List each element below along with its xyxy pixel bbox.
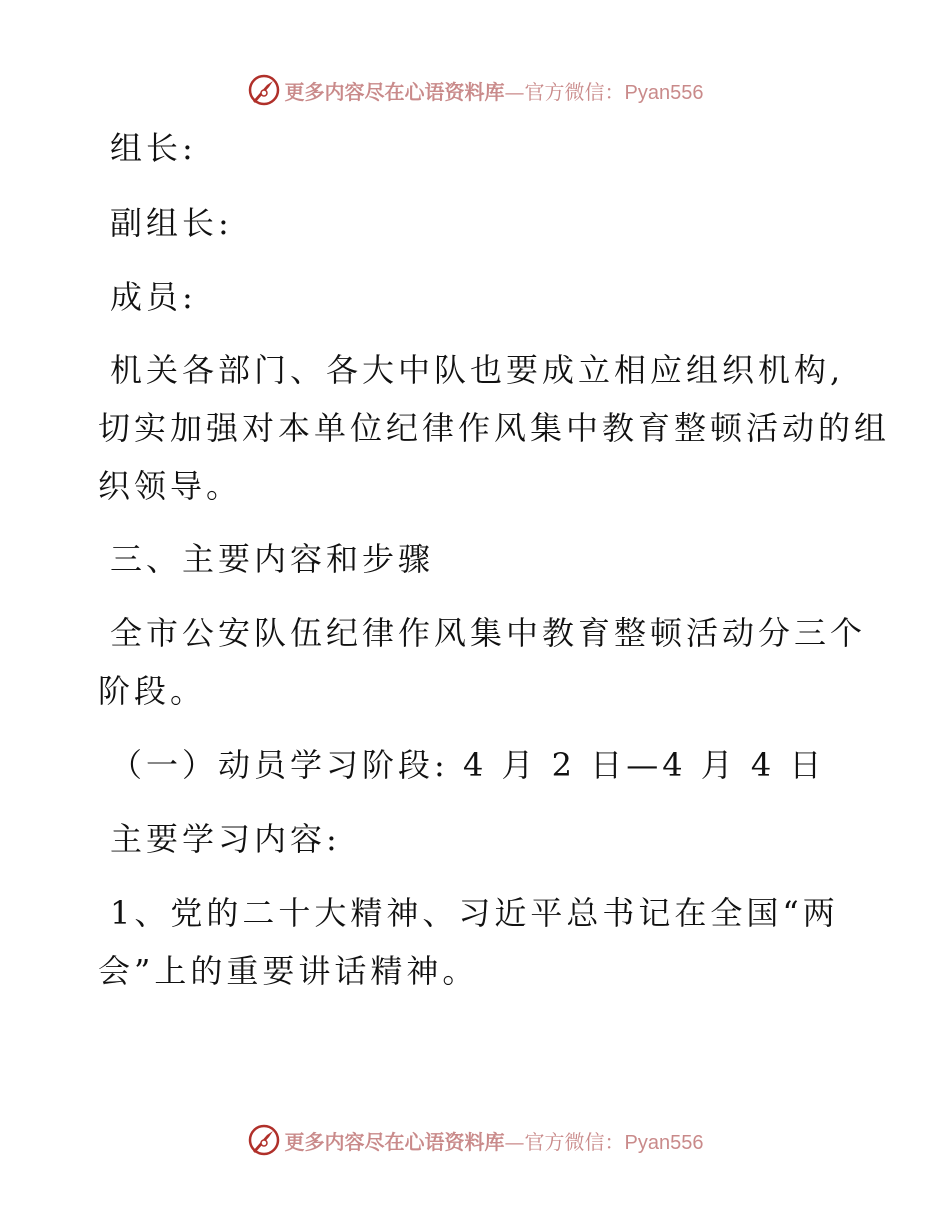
text-paragraph-line: 阶段。: [98, 672, 207, 710]
header-site-text: 更多内容尽在心语资料库: [284, 79, 505, 104]
text-paragraph-line: 切实加强对本单位纪律作风集中教育整顿活动的组: [98, 409, 891, 447]
header-banner: [0, 70, 950, 110]
header-wechat-label: 官方微信：: [524, 79, 625, 104]
header-dash: —: [504, 79, 525, 104]
footer-dash: —: [504, 1129, 525, 1154]
text-line-deputy-leader: 副组长:: [110, 204, 233, 242]
footer-banner: [0, 1120, 950, 1160]
footer-wechat-id: Pyan556: [624, 1131, 704, 1154]
subsection-heading: （一）动员学习阶段: 4 月 2 日—4 月 4 日: [110, 746, 826, 784]
section-heading: 三、主要内容和步骤: [110, 540, 435, 578]
text-line-members: 成员:: [110, 278, 197, 316]
text-paragraph-line: 主要学习内容:: [110, 820, 341, 858]
footer-banner-text: [285, 1126, 704, 1155]
text-paragraph-line: 全市公安队伍纪律作风集中教育整顿活动分三个: [110, 614, 867, 652]
list-item-line: 会”上的重要讲话精神。: [98, 952, 479, 990]
text-line-leader: 组长:: [110, 129, 197, 167]
pen-nib-logo-icon: [247, 1123, 281, 1157]
header-banner-text: [285, 76, 704, 105]
footer-site-text: 更多内容尽在心语资料库: [284, 1129, 505, 1154]
header-wechat-id: Pyan556: [624, 81, 704, 104]
footer-wechat-label: 官方微信：: [524, 1129, 625, 1154]
text-paragraph-line: 机关各部门、各大中队也要成立相应组织机构,: [110, 351, 845, 389]
text-paragraph-line: 织领导。: [98, 467, 243, 505]
pen-nib-logo-icon: [247, 73, 281, 107]
list-item-line: 1、党的二十大精神、习近平总书记在全国“两: [110, 894, 839, 932]
